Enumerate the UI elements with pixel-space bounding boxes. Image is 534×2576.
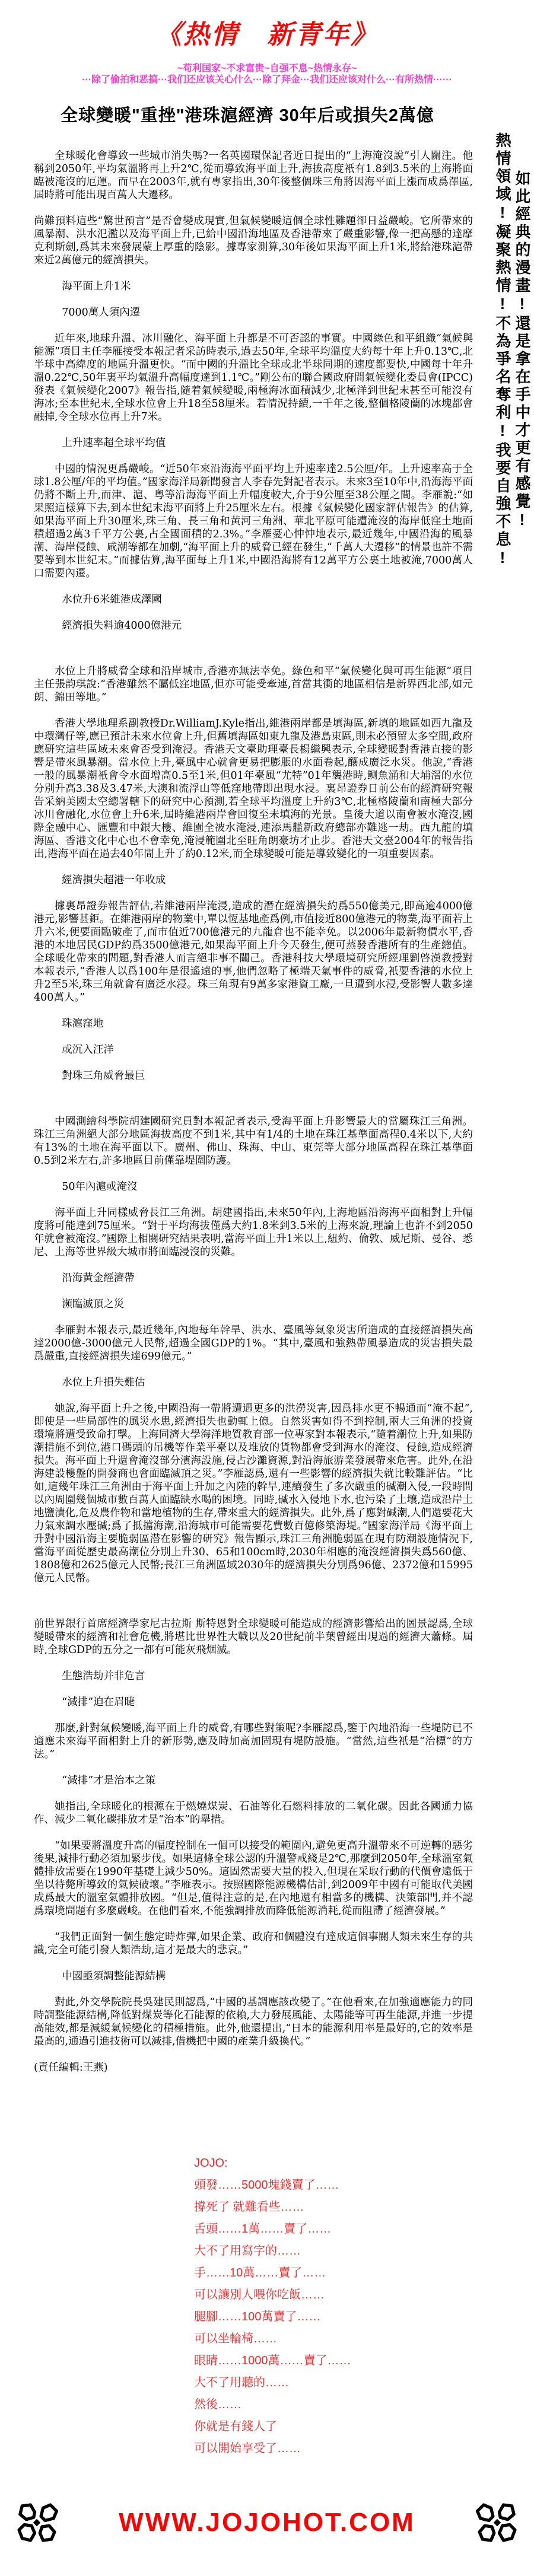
article-headline: 全球變暖"重挫"港珠滬經濟 30年后或損失2萬億 (61, 106, 434, 125)
jojo-line: 大不了用寫字的…… (194, 2244, 301, 2257)
article-paragraph: 李雁對本報表示,最近幾年,內地每年幹旱、洪水、臺風等氣象災害所造成的直接經濟損失高達2000億-3000億元人民幣,超過全國GDP的1%。“其中,臺風和強熱帶風暴造成的災害損失最爲嚴重,直接經濟損失達699億元。” (34, 1324, 473, 1362)
article-subheading: 50年內滬或淹沒 (62, 1181, 138, 1193)
masthead (0, 0, 534, 85)
article-subheading: 對珠三角威脅最巨 (62, 1070, 145, 1082)
jojo-line: 手……10萬……賣了…… (194, 2266, 326, 2279)
jojo-line: 撐死了 就難看些…… (194, 2201, 304, 2214)
jojo-line: 大不了用聽的…… (194, 2376, 289, 2389)
article-subheading: “減排”才是治本之策 (62, 1775, 156, 1787)
article-paragraph: 據裏昂證券報告評估,若維港兩岸淹浸,造成的潛在經濟損失約爲550億美元,即高逾4000億港元,影響甚鉅。在維港兩岸的物業中,單以恆基地產爲例,市值接近800億港元的物業,海平面若上升六米,便要面臨破產了,而市值近700億港元的九龍倉也不能幸免。以2006年最新物價水平,香港的本地居民GDP約爲3500億港元,如果海平面上升今天發生,便可蒸發香港所有的生產總值。全球暖化帶來的問題,對香港人而言絕非事不關己。香港科技大學環境研究所經理劉啓漢教授對本報表示,“香港人以爲100年是很遙遠的事,他們忽略了極端天氣事件的威脅,衹要香港的水位上升2至5米,珠三角就會有廣泛水浸。珠三角現有9萬多家港資工廠,一旦遭到水浸,受影響人數多達400萬人。” (34, 900, 473, 1004)
article-paragraph: 對此,外交學院院長吳建民則認爲,“中國的基調應該改變了。”在他看來,在加強適應能力的同時調整能源結構,降低對煤炭等化石能源的依賴,大力發展風能、太陽能等可再生能源,并進一步提高能效,都是減緩氣候變化的積極措施。此外,他還提出,“日本的能源利用率是最好的,它的效率是最高的,通過引進技術可以減排,借機把中國的產業升級換代。” (34, 1997, 473, 2048)
jojo-line: 眼睛……1000萬……賣了…… (194, 2354, 351, 2367)
article-paragraph: 她說,海平面上升之後,中國沿海一帶將遭遇更多的洪澇災害,因爲排水更不暢通而“淹不起”,即使是一些局部性的風災水患,經濟損失也動輒上億。自然災害如得不到控制,兩大三角洲的投資環境將遭受致命打擊。上海同濟大學海洋地質教育部一位專家對本報表示,“隨着潮位上升,如果防潮措施不到位,港口碼頭的吊機等作業平臺以及堆放的貨物都會受到海水的淹沒、侵蝕,造成經濟損失。海平面上升還會淹沒部分濱海設施,侵占沙灘資源,對沿海旅游業發展帶來危害。此外,在沿海建設樓盤的開發商也會面臨滅頂之災。”李雁認爲,還有一些影響的經濟損失就比較難評估。“比如,這幾年珠江三角洲由于海平面上升加之內陸的幹旱,連續發生了多次嚴重的碱潮入侵,一段時間以內周圍幾個城市數百萬人面臨缺水喝的困境。同時,碱水入侵地下水,也污染了土壤,造成沿岸土地鹽漬化,危及農作物和當地植物的生存,帶來重大的經濟損失。此外,爲了應對碱潮,人們還要花大力氣來調水壓碱;爲了抵擋海潮,沿海城市可能需要花費數百億修築海堤。”國家海洋局《海平面上升對中國沿海主要脆弱區潜在影響的研究》報告顯示,珠江三角洲脆弱區在現有防潮設施情況下,當海平面從歷史最高潮位分別上升30、65和100cm時,2030年相應的淹沒經濟損失爲560億、1808億和2625億元人民幣;長江三角洲區域2030年的經濟損失分別爲96億、2372億和15995億元人民幣。 (34, 1403, 473, 1584)
article-byline: (責任編輯:王燕) (34, 2062, 108, 2074)
article (34, 106, 473, 2074)
jojo-line: 可以讓別人喂你吃飯…… (194, 2288, 325, 2301)
pinwheel-ornament-icon (11, 2497, 63, 2549)
pinwheel-ornament-icon (471, 2497, 523, 2549)
footer (0, 2497, 534, 2549)
bottom-whitespace (0, 2549, 534, 2576)
masthead-slogan-2: ···除了偷拍和恶搞···我们还应该关心什么···除了拜金···我们还应该对什么···有所热情······ (82, 75, 452, 85)
jojo-line: JOJO: (194, 2157, 228, 2170)
article-paragraph: 尚難預料這些“驚世預言”是否會變成現實,但氣候變暖這個全球性難題卻日益嚴峻。它所帶來的風暴潮、洪水氾濫以及海平面上升,已給中國沿海地區及香港帶來了嚴重影響,像一把高懸的達摩克利斯劍,爲其未來發展蒙上厚重的陰影。據專家測算,30年後如果海平面上升1米,將給港珠滬帶來近2萬億元的經濟損失。 (34, 215, 473, 266)
site-url-link[interactable]: WWW.JOJOHOT.COM (119, 2508, 415, 2537)
article-subheading: “減排”迫在眉睫 (62, 1696, 135, 1708)
article-subheading: 生態浩劫并非危言 (62, 1670, 145, 1682)
article-subheading: 水位上升損失難估 (62, 1377, 145, 1389)
article-subheading: 瀕臨滅頂之災 (62, 1298, 125, 1310)
article-subheading: 沿海黃金經濟帶 (62, 1272, 135, 1284)
article-subheading: 或沉入汪洋 (62, 1044, 114, 1056)
jojo-line: 腿腳……100萬賣了…… (194, 2310, 321, 2323)
article-subheading: 海平面上升1米 (62, 281, 131, 292)
article-paragraph: 前世界銀行首席經濟學家尼古拉斯 斯特恩對全球變暖可能造成的經濟影響給出的圖景認爲,全球變暖帶來的經濟和社會危機,將堪比世界性大戰以及20世紀前半葉曾經出現過的經濟大蕭條。屆時,全球GDP的五分之一都有可能灰飛烟滅。 (34, 1618, 473, 1656)
jojo-line: 頭發……5000塊錢賣了…… (194, 2179, 339, 2192)
article-paragraph: 中國的情況更爲嚴峻。“近50年來沿海海平面平均上升速率達2.5公厘/年。上升速率高于全球1.8公厘/年的平均值。”國家海洋局新聞發言人李春先對記者表示。未來3至10年中,沿海海平面仍將不斷上升,而津、滬、粵等沿海海平面上升幅度較大,介于9公厘至38公厘之間。李雁說:“如果照這樣算下去,到本世紀末海平面將上升25厘米左右。根據《氣候變化國家評估報告》的估算,如果海平面上升30厘米,珠三角、長三角和黃河三角洲、華北平原可能遭淹沒的海岸低窪土地面積超過2萬3千平方公裏,占全國面積的2.3%。”李雁憂心忡忡地表示,最近幾年,中國沿海的風暴潮、海岸侵蝕、咸潮等都在加劇,“海平面上升的威脅已經在發生,“千萬人大遷移”的情景也許不需要等到本世紀末。”而據估算,海平面每上升1米,中國沿海將有12萬平方公裏土地被淹,7000萬人口需要內遷。 (34, 463, 473, 579)
masthead-slogan-1: ~苟利国家~不求富贵~自强不息~热情永存~ (177, 63, 357, 74)
jojo-line: 舌頭……1萬……賣了…… (194, 2222, 332, 2236)
article-subheading: 7000萬人須內遷 (62, 307, 141, 319)
article-paragraph: 水位上升將威脅全球和沿岸城市,香港亦無法幸免。綠色和平“氣候變化與可再生能源”項目主任張韵琪說:“香港雖然不屬低窪地區,但亦可能受牽連,首當其衝的地區相信是新界西北部,如元朗、錦田等地。” (34, 666, 473, 703)
article-paragraph: 她指出,全球暖化的根源在于燃燒煤炭、石油等化石燃料排放的二氧化碳。因此各國通力協作、減少二氧化碳排放才是“治本”的舉措。 (34, 1801, 473, 1826)
vertical-banner-outer-column: 如此經典的漫畫!還是拿在手中才更有感覺! (513, 170, 531, 531)
jojo-line: 可以坐輪椅…… (194, 2332, 277, 2345)
article-paragraph: “我們正面對一個生態定時炸彈,如果企業、政府和個體沒有達成這個事關人類未來生存的共識,完全可能引發人類浩劫,這才是最大的悲哀。” (34, 1931, 473, 1956)
magazine-title: 《热情 新青年》 (155, 20, 379, 50)
article-paragraph: 全球暖化會導致一些城市消失嗎?一名英國環保記者近日提出的“上海淹沒說”引人關注。他稱到2050年,平均氣溫將再上升2℃,從而導致海平面上升,海拔高度衹有1.8到3.5米的上海將面臨被淹沒的厄運。而早在2003年,就有專家指出,30年後整個珠三角將因海平面上漲而成爲澤區,屆時將可能出現百萬人大遷移。 (34, 150, 473, 201)
jojo-line: 然後…… (194, 2398, 241, 2411)
article-paragraph: 近年來,地球升溫、冰川融化、海平面上升都是不可否認的事實。中國綠色和平組織“氣候與能源”項目主任李雁接受本報記者采訪時表示,過去50年,全球平均溫度大約每十年上升0.13℃,北半球中高緯度的地區升溫更快。“而中國的升溫比全球或北半球同期的速度都要快,中國每十年升溫0.22℃,50年裏平均氣溫升高幅度達到1.1℃。”剛公布的聯合國政府間氣候變化委員會(IPCC)發表《氣候變化2007》報告指,隨着氣候變暖,兩極海冰面積減少,北極洋到世紀末甚至可能沒有海冰;至本世紀末,全球水位會上升18至58厘米。若情況持續,一千年之後,整個格陵蘭的冰塊都會融掉,令全球水位再上升7米。 (34, 333, 473, 423)
article-subheading: 上升速率超全球平均值 (62, 437, 166, 449)
article-subheading: 經濟損失料逾4000億港元 (62, 620, 182, 632)
article-paragraph: 海平面上升同樣威脅長江三角洲。胡建國指出,未來50年內,上海地區沿海海平面相對上升幅度將可能達到75厘米。“對于平均海拔僅爲大約1.8米到3.5米的上海來說,理論上也許不到2050年就會被淹沒。”國際上相關研究結果表明,當海平面上升1米以上,紐約、倫敦、威尼斯、曼谷、悉尼、上海等世界級大城市將面臨浸沒的災難。 (34, 1207, 473, 1258)
article-subheading: 中國亟須調整能源結構 (62, 1970, 166, 1982)
article-paragraph: 香港大學地理系副教授Dr.WilliamJ.Kyle指出,維港兩岸都是填海區,新填的地區如西九龍及中環灣仔等,應已預計未來水位會上升,但舊填海區如東九龍及港島東區,則未必預留太多空間,政府應研究這些區域未來會否受到淹浸。香港天文臺助理臺長楊繼興表示,全球變暖對香港直接的影響是帶來風暴潮。當水位上升,臺風中心就會更易把膨脹的水面卷起,釀成廣泛水災。他說,“香港一般的風暴潮衹會令水面增高0.5至1米,但01年臺風“尤特”01年襲港時,鲗魚涌和大埔滘的水位分別升高3.38及3.47米,大澳和流浮山等低窪地帶即出現水浸。裏昂證券日前公布的經濟研究報告采納美國太空總署轄下的研究中心預測,若全球平均溫度上升約3℃,北極格陵蘭和南極大部分冰川會融化,水位會上升6米,屆時維港兩岸會回復至未填海的光景。皇後大道以南會被水淹沒,國際金融中心、匯豐和中銀大樓、維園全被水淹浸,連添馬艦新政府總部亦難逃一劫。西九龍的填海區、香港文化中心也不會幸免,淹浸範圍北至旺角朗豪坊才止步。香港天文臺2004年的報告指出,港海平面在過去40年間上升了約0.12米,而全球變暖可能是導致變化的一項重要因素。 (34, 718, 473, 860)
article-paragraph: 中國測繪科學院胡建國研究員對本報記者表示,受海平面上升影響最大的當屬珠江三角洲。珠江三角洲絕大部分地區海拔高度不到1米,其中有1/4的土地在珠江基準面高程0.4米以下,大約有13%的土地在海平面以下。廣州、佛山、珠海、中山、東莞等大部分地區高程在珠江基準面0.5到2米左右,許多地區目前僅靠堤圍防護。 (34, 1116, 473, 1167)
article-subheading: 珠滬窪地 (62, 1018, 104, 1030)
jojo-line: 可以開始享受了…… (194, 2442, 301, 2455)
article-paragraph: “如果要將溫度升高的幅度控制在一個可以接受的範圍內,避免更高升溫帶來不可逆轉的惡劣後果,減排行動必須加緊步伐。如果這條全球公認的升溫警戒綫是2℃,那麼到2050年,全球溫室氣體排放需要在1990年基礎上減少50%。這固然需要大量的投入,但現在采取行動的代價會遠低于坐以待斃所導致的氣候破壞。”李雁表示。按照國際能源機構估計,到2009年中國有可能取代美國成爲最大的溫室氣體排放國。“但是,值得注意的是,在內地還有相當多的機構、決策部門,并不認爲環境問題有多麼嚴峻。在他們看來,不能強調排放而降低能源消耗,從而阻滯了經濟發展。” (34, 1840, 473, 1917)
jojo-dialogue (194, 2157, 534, 2455)
article-subheading: 水位升6米維港成澤國 (62, 594, 162, 606)
article-paragraph: 那麼,針對氣候變暖,海平面上升的威脅,有哪些對策呢?李雁認爲,鑒于內地沿海一些堤防已不適應未來海平面相對上升的新形勢,應及時加高加固現有堤防設施。“當然,這些衹是“治標”的方法。” (34, 1722, 473, 1760)
jojo-line: 你就是有錢人了 (194, 2420, 277, 2433)
article-subheading: 經濟損失超港一年收成 (62, 874, 166, 886)
vertical-banner-inner-column: 熱情領域!凝聚熱情!不為爭名奪利!我要自強不息! (494, 132, 511, 569)
